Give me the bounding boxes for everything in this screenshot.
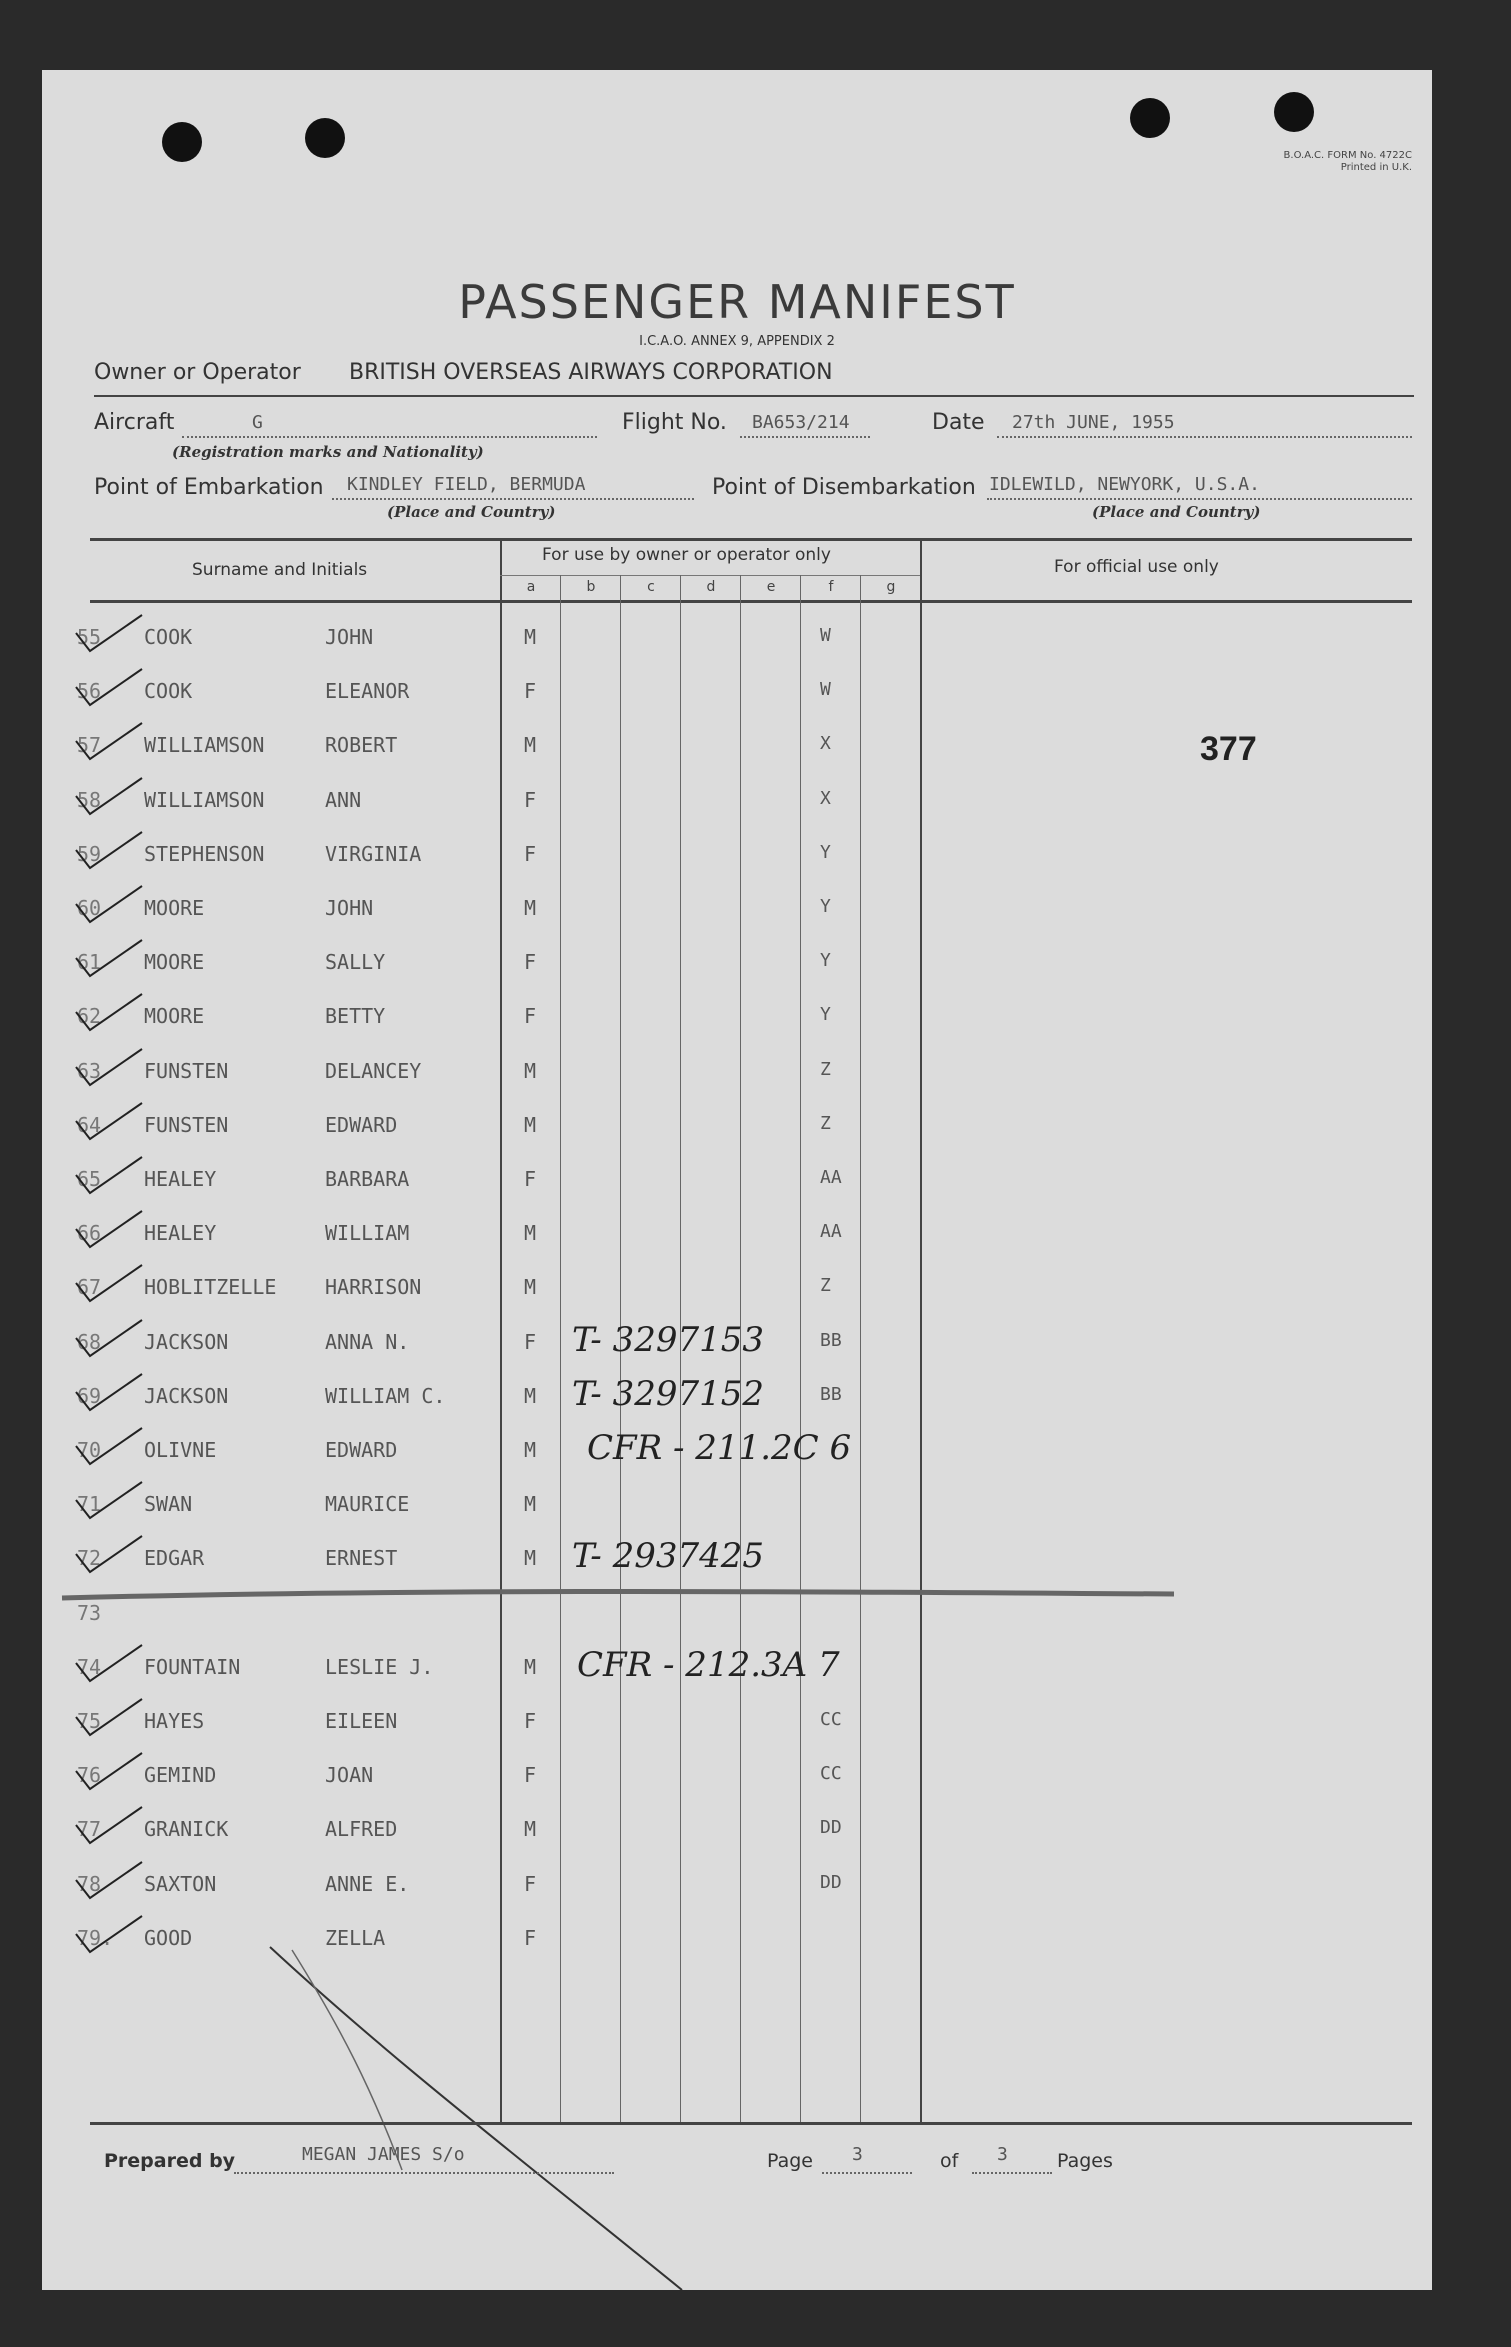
passenger-sex: M (524, 1438, 537, 1462)
row-number: 55 (77, 625, 102, 649)
passenger-group-code: AA (820, 1221, 842, 1242)
passenger-sex: M (524, 1546, 537, 1570)
disembark-value: IDLEWILD, NEWYORK, U.S.A. (989, 474, 1260, 495)
registration-note: (Registration marks and Nationality) (172, 443, 484, 461)
row-number: 66 (77, 1221, 102, 1245)
flight-label: Flight No. (622, 410, 727, 435)
passenger-surname: FOUNTAIN (144, 1655, 241, 1679)
passenger-sex: M (524, 1492, 537, 1516)
passenger-surname: STEPHENSON (144, 842, 265, 866)
passenger-surname: FUNSTEN (144, 1059, 229, 1083)
passenger-first-name: DELANCEY (325, 1059, 422, 1083)
col-header-c: c (647, 579, 655, 595)
official-header: For official use only (1054, 557, 1219, 577)
passenger-group-code: DD (820, 1872, 842, 1893)
page-title: PASSENGER MANIFEST (458, 275, 1016, 329)
passenger-surname: JACKSON (144, 1384, 229, 1408)
flight-value: BA653/214 (752, 412, 850, 433)
passenger-surname: JACKSON (144, 1330, 229, 1354)
passenger-surname: FUNSTEN (144, 1113, 229, 1137)
passenger-group-code: Y (820, 1004, 831, 1025)
passenger-first-name: MAURICE (325, 1492, 410, 1516)
passenger-first-name: EDWARD (325, 1113, 398, 1137)
passenger-sex: M (524, 733, 537, 757)
handwritten-ticket-number: T- 2937425 (572, 1536, 765, 1576)
passenger-sex: M (524, 1113, 537, 1137)
passenger-group-code: Y (820, 950, 831, 971)
passenger-first-name: BARBARA (325, 1167, 410, 1191)
row-number: 79. (77, 1926, 114, 1950)
passenger-surname: MOORE (144, 896, 205, 920)
of-line (972, 2172, 1052, 2174)
passenger-surname: HEALEY (144, 1221, 217, 1245)
passenger-group-code: W (820, 679, 831, 700)
passenger-sex: M (524, 1655, 537, 1679)
row-number: 57 (77, 733, 102, 757)
passenger-group-code: CC (820, 1763, 842, 1784)
passenger-group-code: DD (820, 1817, 842, 1838)
pen-stroke (270, 1947, 682, 2290)
passenger-sex: M (524, 1384, 537, 1408)
passenger-first-name: ELEANOR (325, 679, 410, 703)
passenger-first-name: SALLY (325, 950, 386, 974)
row-number: 60 (77, 896, 102, 920)
passenger-sex: F (524, 1709, 537, 1733)
page-label: Page (767, 2150, 813, 2172)
row-number: 75 (77, 1709, 102, 1733)
passenger-surname: GOOD (144, 1926, 193, 1950)
annotation-overlay (42, 70, 1432, 2290)
passenger-surname: HAYES (144, 1709, 205, 1733)
row-number: 68 (77, 1330, 102, 1354)
passenger-sex: F (524, 842, 537, 866)
disembark-place-note: (Place and Country) (1092, 503, 1261, 521)
prepared-line (234, 2172, 614, 2174)
passenger-sex: F (524, 1167, 537, 1191)
passenger-first-name: WILLIAM (325, 1221, 410, 1245)
passenger-surname: HOBLITZELLE (144, 1275, 277, 1299)
passenger-first-name: ANN (325, 788, 362, 812)
passenger-surname: WILLIAMSON (144, 733, 265, 757)
row-number: 76 (77, 1763, 102, 1787)
passenger-first-name: BETTY (325, 1004, 386, 1028)
passenger-first-name: EDWARD (325, 1438, 398, 1462)
passenger-surname: MOORE (144, 950, 205, 974)
col-header-e: e (766, 579, 776, 595)
passenger-first-name: ANNE E. (325, 1872, 410, 1896)
row-number: 71 (77, 1492, 102, 1516)
passenger-surname: OLIVNE (144, 1438, 217, 1462)
passenger-sex: F (524, 1872, 537, 1896)
passenger-group-code: Y (820, 842, 831, 863)
passenger-surname: COOK (144, 679, 193, 703)
row-number: 74 (77, 1655, 102, 1679)
prepared-label: Prepared by (104, 2150, 236, 2172)
passenger-group-code: BB (820, 1330, 842, 1351)
passenger-group-code: X (820, 788, 831, 809)
passenger-first-name: VIRGINIA (325, 842, 422, 866)
passenger-group-code: Z (820, 1059, 831, 1080)
passenger-first-name: WILLIAM C. (325, 1384, 446, 1408)
embark-label: Point of Embarkation (94, 475, 324, 500)
passenger-surname: GEMIND (144, 1763, 217, 1787)
passenger-sex: F (524, 788, 537, 812)
footer-rule (90, 2122, 1412, 2125)
col-header-f: f (828, 579, 834, 595)
row-number: 72 (77, 1546, 102, 1570)
passenger-surname: HEALEY (144, 1167, 217, 1191)
passenger-surname: SWAN (144, 1492, 193, 1516)
passenger-sex: F (524, 1926, 537, 1950)
passenger-group-code: W (820, 625, 831, 646)
of-label: of (940, 2150, 959, 2172)
passenger-first-name: LESLIE J. (325, 1655, 434, 1679)
row-number: 56 (77, 679, 102, 703)
row-number: 64 (77, 1113, 102, 1137)
printed-in-text: Printed in U.K. (1340, 162, 1412, 173)
passenger-sex: M (524, 625, 537, 649)
passenger-surname: MOORE (144, 1004, 205, 1028)
disembark-label: Point of Disembarkation (712, 475, 976, 500)
passenger-first-name: JOHN (325, 896, 374, 920)
col-header-a: a (526, 579, 536, 595)
passenger-surname: EDGAR (144, 1546, 205, 1570)
passenger-group-code: CC (820, 1709, 842, 1730)
passenger-first-name: ZELLA (325, 1926, 386, 1950)
pages-label: Pages (1057, 2150, 1113, 2172)
owner-label: Owner or Operator (94, 360, 301, 385)
passenger-group-code: BB (820, 1384, 842, 1405)
row-number: 77 (77, 1817, 102, 1841)
prepared-value: MEGAN JAMES S/o (302, 2144, 465, 2165)
manifest-page (42, 70, 1432, 2290)
passenger-sex: F (524, 679, 537, 703)
row-number: 58 (77, 788, 102, 812)
embark-value: KINDLEY FIELD, BERMUDA (347, 474, 586, 495)
handwritten-ticket-number: T- 3297153 (572, 1320, 765, 1360)
passenger-surname: WILLIAMSON (144, 788, 265, 812)
passenger-surname: GRANICK (144, 1817, 229, 1841)
row-number: 78 (77, 1872, 102, 1896)
passenger-first-name: ANNA N. (325, 1330, 410, 1354)
operator-header: For use by owner or operator only (542, 545, 831, 565)
page-value: 3 (852, 2144, 863, 2165)
passenger-first-name: JOHN (325, 625, 374, 649)
passenger-first-name: HARRISON (325, 1275, 422, 1299)
owner-value: BRITISH OVERSEAS AIRWAYS CORPORATION (349, 360, 833, 385)
passenger-sex: M (524, 1059, 537, 1083)
aircraft-label: Aircraft (94, 410, 175, 435)
passenger-sex: F (524, 1330, 537, 1354)
passenger-sex: F (524, 1763, 537, 1787)
row-number: 65 (77, 1167, 102, 1191)
col-header-d: d (706, 579, 716, 595)
passenger-first-name: ERNEST (325, 1546, 398, 1570)
official-number: 377 (1200, 730, 1257, 768)
date-value: 27th JUNE, 1955 (1012, 412, 1175, 433)
row-number: 63 (77, 1059, 102, 1083)
passenger-sex: F (524, 950, 537, 974)
form-number-text: B.O.A.C. FORM No. 4722C (1283, 150, 1412, 161)
passenger-surname: COOK (144, 625, 193, 649)
passenger-group-code: X (820, 733, 831, 754)
passenger-sex: F (524, 1004, 537, 1028)
passenger-group-code: AA (820, 1167, 842, 1188)
aircraft-value: G (252, 412, 263, 433)
surname-header: Surname and Initials (192, 560, 368, 580)
row-number: 67 (77, 1275, 102, 1299)
row-number: 61 (77, 950, 102, 974)
col-header-b: b (586, 579, 596, 595)
passenger-sex: M (524, 1275, 537, 1299)
passenger-first-name: ALFRED (325, 1817, 398, 1841)
row-number: 69 (77, 1384, 102, 1408)
strike-line (62, 1592, 1174, 1599)
handwritten-ticket-number: T- 3297152 (572, 1374, 765, 1414)
passenger-first-name: ROBERT (325, 733, 398, 757)
handwritten-ticket-number: CFR - 211.2C 6 (587, 1428, 852, 1468)
page-subtitle: I.C.A.O. ANNEX 9, APPENDIX 2 (639, 334, 835, 349)
col-header-g: g (886, 579, 896, 595)
passenger-group-code: Z (820, 1113, 831, 1134)
passenger-group-code: Y (820, 896, 831, 917)
embark-place-note: (Place and Country) (387, 503, 556, 521)
of-value: 3 (997, 2144, 1008, 2165)
row-number: 70 (77, 1438, 102, 1462)
row-number: 62 (77, 1004, 102, 1028)
passenger-first-name: JOAN (325, 1763, 374, 1787)
passenger-surname: SAXTON (144, 1872, 217, 1896)
date-label: Date (932, 410, 985, 435)
handwritten-ticket-number: CFR - 212.3A 7 (577, 1645, 840, 1685)
passenger-first-name: EILEEN (325, 1709, 398, 1733)
passenger-sex: M (524, 1221, 537, 1245)
page-line (822, 2172, 912, 2174)
passenger-group-code: Z (820, 1275, 831, 1296)
row-number: 59 (77, 842, 102, 866)
row-number: 73 (77, 1601, 102, 1625)
passenger-sex: M (524, 896, 537, 920)
passenger-sex: M (524, 1817, 537, 1841)
